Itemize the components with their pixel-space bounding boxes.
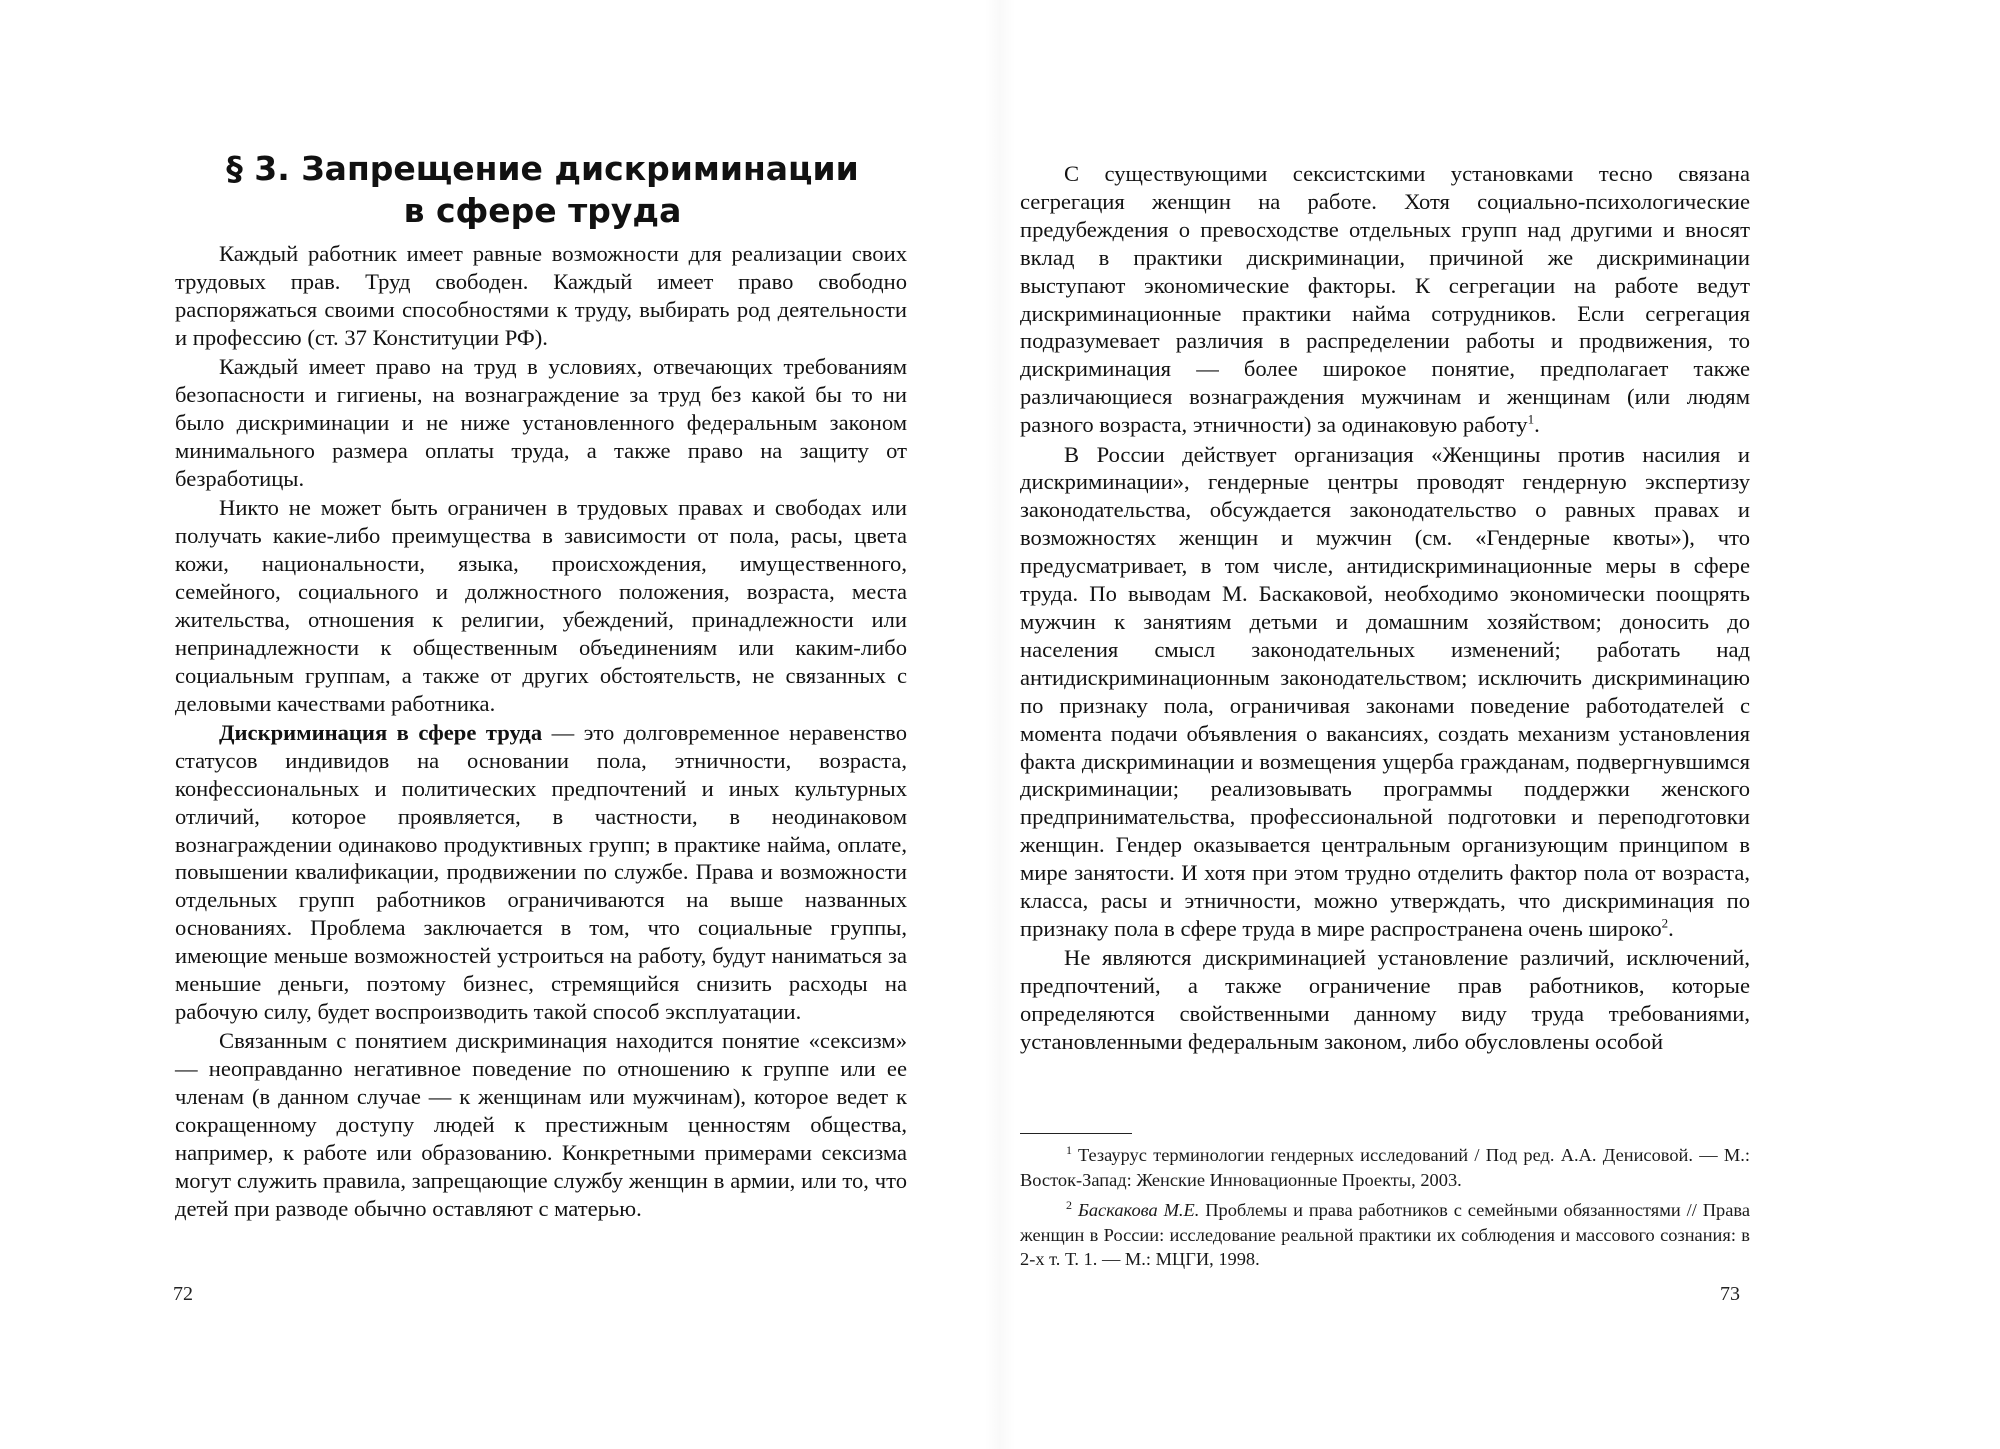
definition-paragraph [175, 719, 907, 1026]
footnote-mark: 2 [1066, 1197, 1072, 1212]
paragraph-text: Не являются дискриминацией установление различий, исключений, предпочтений, а также ограничение прав работников, которые определяются свойственными данному виду труда требованиями, установленными федеральным законом, либо обусловлены особой [1020, 945, 1750, 1055]
footnote-text: Тезаурус терминологии гендерных исследований / Под ред. А.А. Денисовой. — М.: Восток-Запад: Женские Инновационные Проекты, 2003. [1020, 1145, 1750, 1190]
paragraph [1020, 944, 1750, 1056]
paragraph-text: В России действует организация «Женщины против насилия и дискриминации», гендерные центры проводят гендерную экспертизу законодательства, обсуждается законодательство о равных правах и возможностях женщин и мужчин (см. «Гендерные квоты»), что предусматривает, в том числе, антидискриминационные меры в сфере труда. По выводам М. Баскаковой, необходимо экономически поощрять мужчин к занятиям детьми и домашним хозяйством; доносить до населения смысл законодательных изменений; работать над антидискриминационным законодательством; исключить дискриминацию по признаку пола, ограничивая законами поведение работодателей с момента подачи объявления о вакансиях, создать механизм установления факта дискриминации и возмещения ущерба гражданам, подвергнувшимся дискриминации; реализовывать программы поддержки женского предпринимательства, профессиональной подготовки и переподготовки женщин. Гендер оказывается центральным организующим принципом в мире занятости. И хотя при этом трудно отделить фактор пола от возраста, класса, расы и этничности, можно утверждать, что дискриминация по признаку пола в сфере труда в мире распространена очень широко [1020, 441, 1750, 941]
paragraph [1020, 441, 1750, 943]
paragraph: Связанным с понятием дискриминация находится понятие «сексизм» — неоправданно негативное поведение по отношению к группе или ее членам (в данном случае — к женщинам или мужчинам), которое ведет к сокращенному доступу людей к престижным ценностям общества, например, к работе или образованию. Конкретными примерами сексизма могут служить правила, запрещающие службу женщин в армии, или то, что детей при разводе обычно оставляют с матерью. [175, 1028, 907, 1221]
paragraph: Каждый имеет право на труд в условиях, отвечающих требованиям безопасности и гигиены, на вознаграждение за труд без какой бы то ни было дискриминации и не ниже установленного федеральным законом минимального размера оплаты труда, а также право на защиту от безработицы. [175, 354, 907, 491]
section-heading-line-1: § 3. Запрещение дискриминации [226, 149, 859, 188]
paragraph-tail: . [1668, 915, 1674, 941]
page-number-left: 72 [173, 1283, 193, 1305]
section-heading [175, 148, 910, 232]
footnote-author: Баскакова М.Е. [1078, 1200, 1200, 1220]
footnote-ref-2[interactable]: 2 [1661, 915, 1669, 931]
footnote-ref-1[interactable]: 1 [1527, 411, 1535, 427]
right-page-body [1020, 160, 1750, 1058]
defined-term: Дискриминация в сфере труда [219, 719, 543, 745]
footnote-1 [1020, 1143, 1750, 1192]
paragraph: Каждый работник имеет равные возможности для реализации своих трудовых прав. Труд свободен. Каждый имеет право свободно распоряжаться своими способностями к труду, выбирать род деятельности и профессию (ст. 37 Конституции РФ). [175, 241, 907, 350]
footnote-divider [1020, 1133, 1132, 1134]
footnotes [1020, 1143, 1750, 1278]
definition-text: — это долговременное неравенство статусов индивидов на основании пола, этничности, возраста, конфессиональных и политических предпочтений и иных культурных отличий, которое проявляется, в частности, в неодинаковом вознаграждении одинаково продуктивных групп; в практике найма, оплате, повышении квалификации, продвижении по службе. Права и возможности отдельных групп работников ограничиваются на выше названных основаниях. Проблема заключается в том, что социальные группы, имеющие меньше возможностей устроиться на работу, будут наниматься за меньшие деньги, поэтому бизнес, стремящийся снизить расходы на рабочую силу, будет воспроизводить такой способ эксплуатации. [175, 719, 907, 1024]
left-page-body [175, 240, 907, 1224]
page-number-right: 73 [1720, 1283, 1740, 1305]
footnote-text: Проблемы и права работников с семейными обязанностями // Права женщин в России: исследование реальной практики их соблюдения и массового сознания: в 2-х т. Т. 1. — М.: МЦГИ, 1998. [1020, 1200, 1751, 1269]
section-heading-line-2: в сфере труда [403, 191, 682, 230]
paragraph-text: С существующими сексистскими установками тесно связана сегрегация женщин на работе. Хотя социально-психологические предубеждения о превосходстве отдельных групп над другими и вносят вклад в практики дискриминации, причиной же дискриминации выступают экономические факторы. К сегрегации на работе ведут дискриминационные практики найма сотрудников. Если сегрегация подразумевает различия в распределении работы и продвижения, то дискриминация — более широкое понятие, предполагает также различающиеся вознаграждения мужчинам и женщинам (или людям разного возраста, этничности) за одинаковую работу [1020, 161, 1750, 438]
paragraph [1020, 160, 1750, 439]
paragraph-tail: . [1534, 412, 1540, 438]
paragraph: Никто не может быть ограничен в трудовых правах и свободах или получать какие-либо преимущества в зависимости от пола, расы, цвета кожи, национальности, языка, происхождения, имущественного, семейного, социального и должностного положения, возраста, места жительства, отношения к религии, убеждений, принадлежности или непринадлежности к общественным объединениям или каким-либо социальным группам, а также от других обстоятельств, не связанных с деловыми качествами работника. [175, 495, 907, 716]
footnote-2 [1020, 1198, 1750, 1272]
footnote-mark: 1 [1066, 1142, 1072, 1157]
